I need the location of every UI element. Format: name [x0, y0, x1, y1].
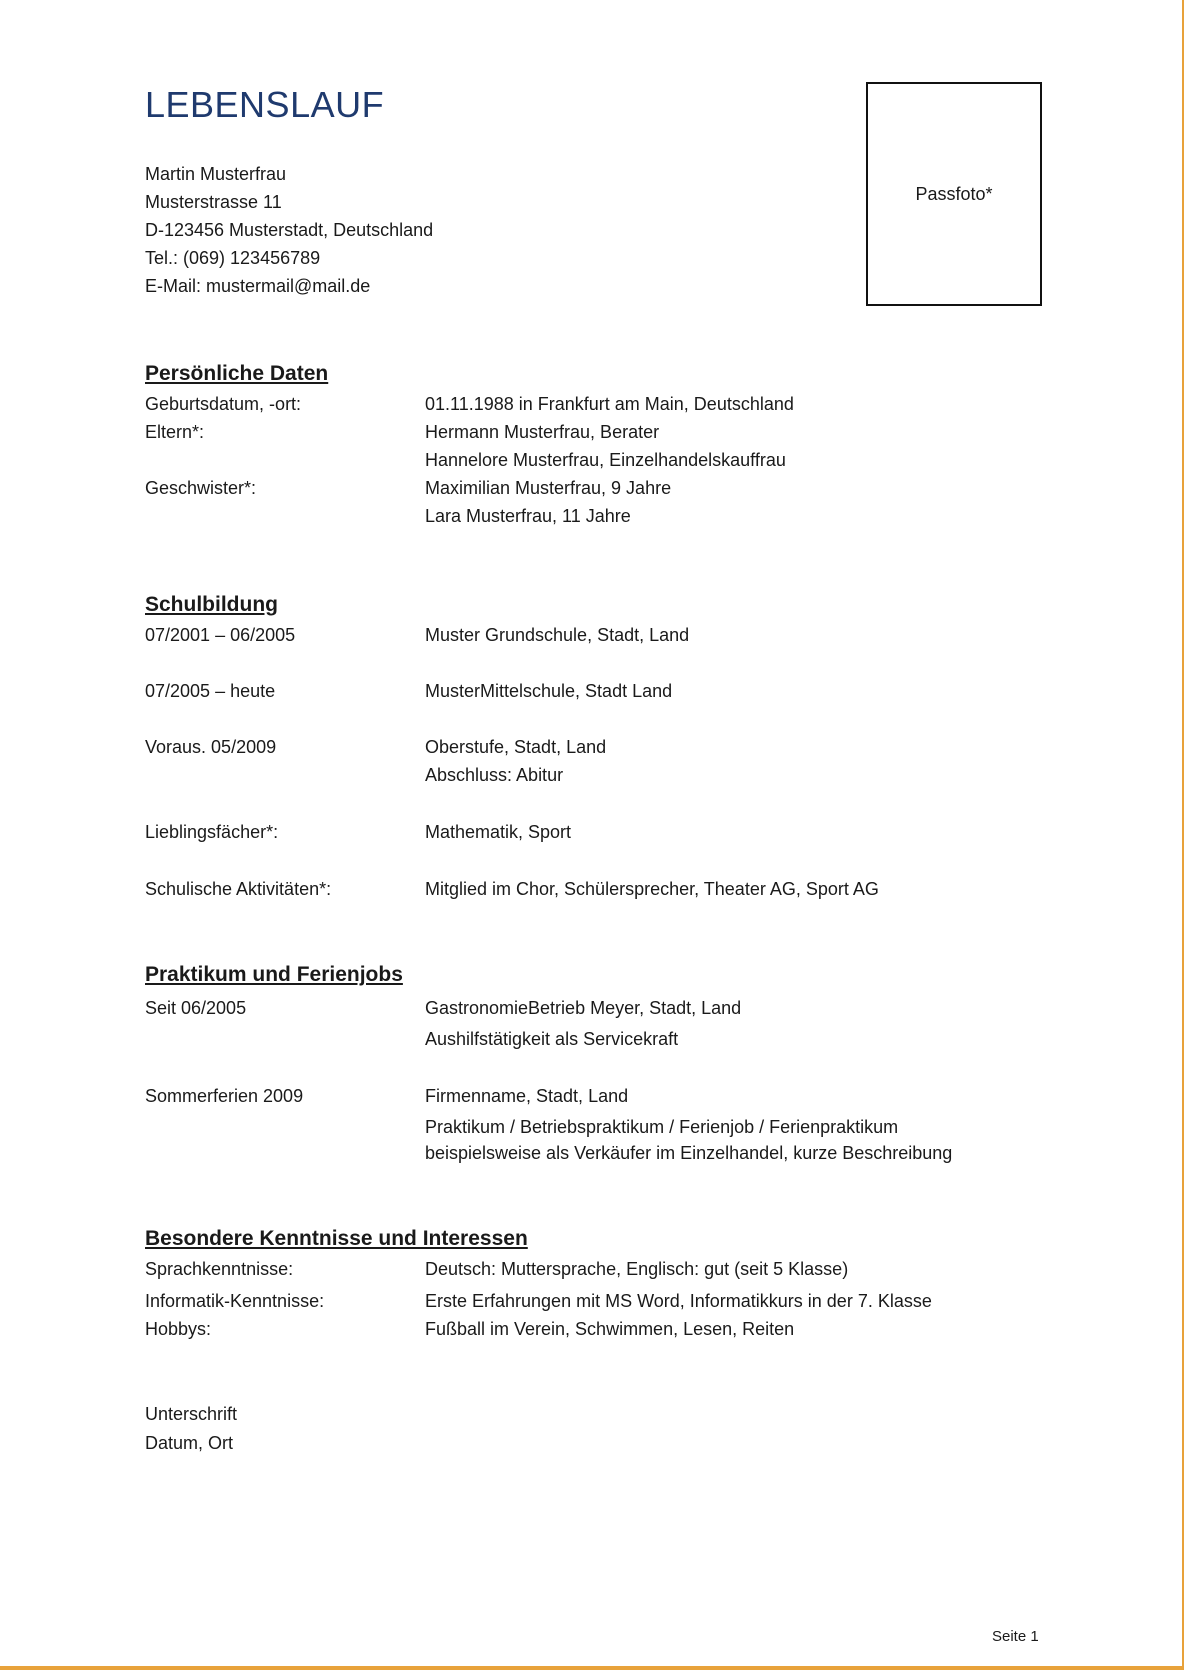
row-label: Informatik-Kenntnisse:	[145, 1291, 325, 1311]
row-label: 07/2001 – 06/2005	[145, 625, 296, 645]
row-value: Fußball im Verein, Schwimmen, Lesen, Reiten	[425, 1319, 795, 1339]
row-value: Mitglied im Chor, Schülersprecher, Theater AG, Sport AG	[425, 879, 879, 899]
page-number: Seite 1	[992, 1628, 1039, 1645]
passport-photo-placeholder	[866, 82, 1042, 306]
row-value: Hannelore Musterfrau, Einzelhandelskauffrau	[425, 450, 786, 470]
email-address: E-Mail: mustermail@mail.de	[145, 276, 371, 296]
row-label: Voraus. 05/2009	[145, 737, 277, 757]
city-address: D-123456 Musterstadt, Deutschland	[145, 220, 434, 240]
section-heading-personal: Persönliche Daten	[145, 362, 329, 385]
row-value: beispielsweise als Verkäufer im Einzelhandel, kurze Beschreibung	[425, 1143, 953, 1163]
date-place-label: Datum, Ort	[145, 1433, 234, 1453]
row-value: Muster Grundschule, Stadt, Land	[425, 625, 690, 645]
row-label: Lieblingsfächer*:	[145, 822, 279, 842]
row-value: Mathematik, Sport	[425, 822, 572, 842]
row-label: Sommerferien 2009	[145, 1086, 304, 1106]
row-value: 01.11.1988 in Frankfurt am Main, Deutschland	[425, 394, 794, 414]
row-value: Firmenname, Stadt, Land	[425, 1086, 629, 1106]
row-label: Geburtsdatum, -ort:	[145, 394, 302, 414]
section-heading-jobs: Praktikum und Ferienjobs	[145, 963, 403, 986]
applicant-name: Martin Musterfrau	[145, 164, 287, 184]
row-value: Oberstufe, Stadt, Land	[425, 737, 607, 757]
row-value: Praktikum / Betriebspraktikum / Ferienjob / Ferienpraktikum	[425, 1117, 899, 1137]
row-value: Erste Erfahrungen mit MS Word, Informatikkurs in der 7. Klasse	[425, 1291, 932, 1311]
row-value: Abschluss: Abitur	[425, 765, 564, 785]
section-heading-school: Schulbildung	[145, 593, 278, 616]
row-label: Sprachkenntnisse:	[145, 1259, 294, 1279]
section-heading-skills: Besondere Kenntnisse und Interessen	[145, 1227, 528, 1250]
row-value: MusterMittelschule, Stadt Land	[425, 681, 673, 701]
phone-number: Tel.: (069) 123456789	[145, 248, 321, 268]
row-label: Eltern*:	[145, 422, 205, 442]
row-value: Lara Musterfrau, 11 Jahre	[425, 506, 631, 526]
row-value: Maximilian Musterfrau, 9 Jahre	[425, 478, 672, 498]
row-value: GastronomieBetrieb Meyer, Stadt, Land	[425, 998, 742, 1018]
signature-label: Unterschrift	[145, 1404, 238, 1424]
row-label: Schulische Aktivitäten*:	[145, 879, 332, 899]
street-address: Musterstrasse 11	[145, 192, 282, 212]
row-label: 07/2005 – heute	[145, 681, 276, 701]
row-value: Deutsch: Muttersprache, Englisch: gut (seit 5 Klasse)	[425, 1259, 849, 1279]
row-value: Hermann Musterfrau, Berater	[425, 422, 660, 442]
photo-label: Passfoto*	[915, 184, 993, 204]
document-title: LEBENSLAUF	[145, 84, 385, 125]
row-label: Hobbys:	[145, 1319, 212, 1339]
row-label: Seit 06/2005	[145, 998, 247, 1018]
row-label: Geschwister*:	[145, 478, 257, 498]
address-block	[145, 160, 433, 300]
row-value: Aushilfstätigkeit als Servicekraft	[425, 1029, 679, 1049]
